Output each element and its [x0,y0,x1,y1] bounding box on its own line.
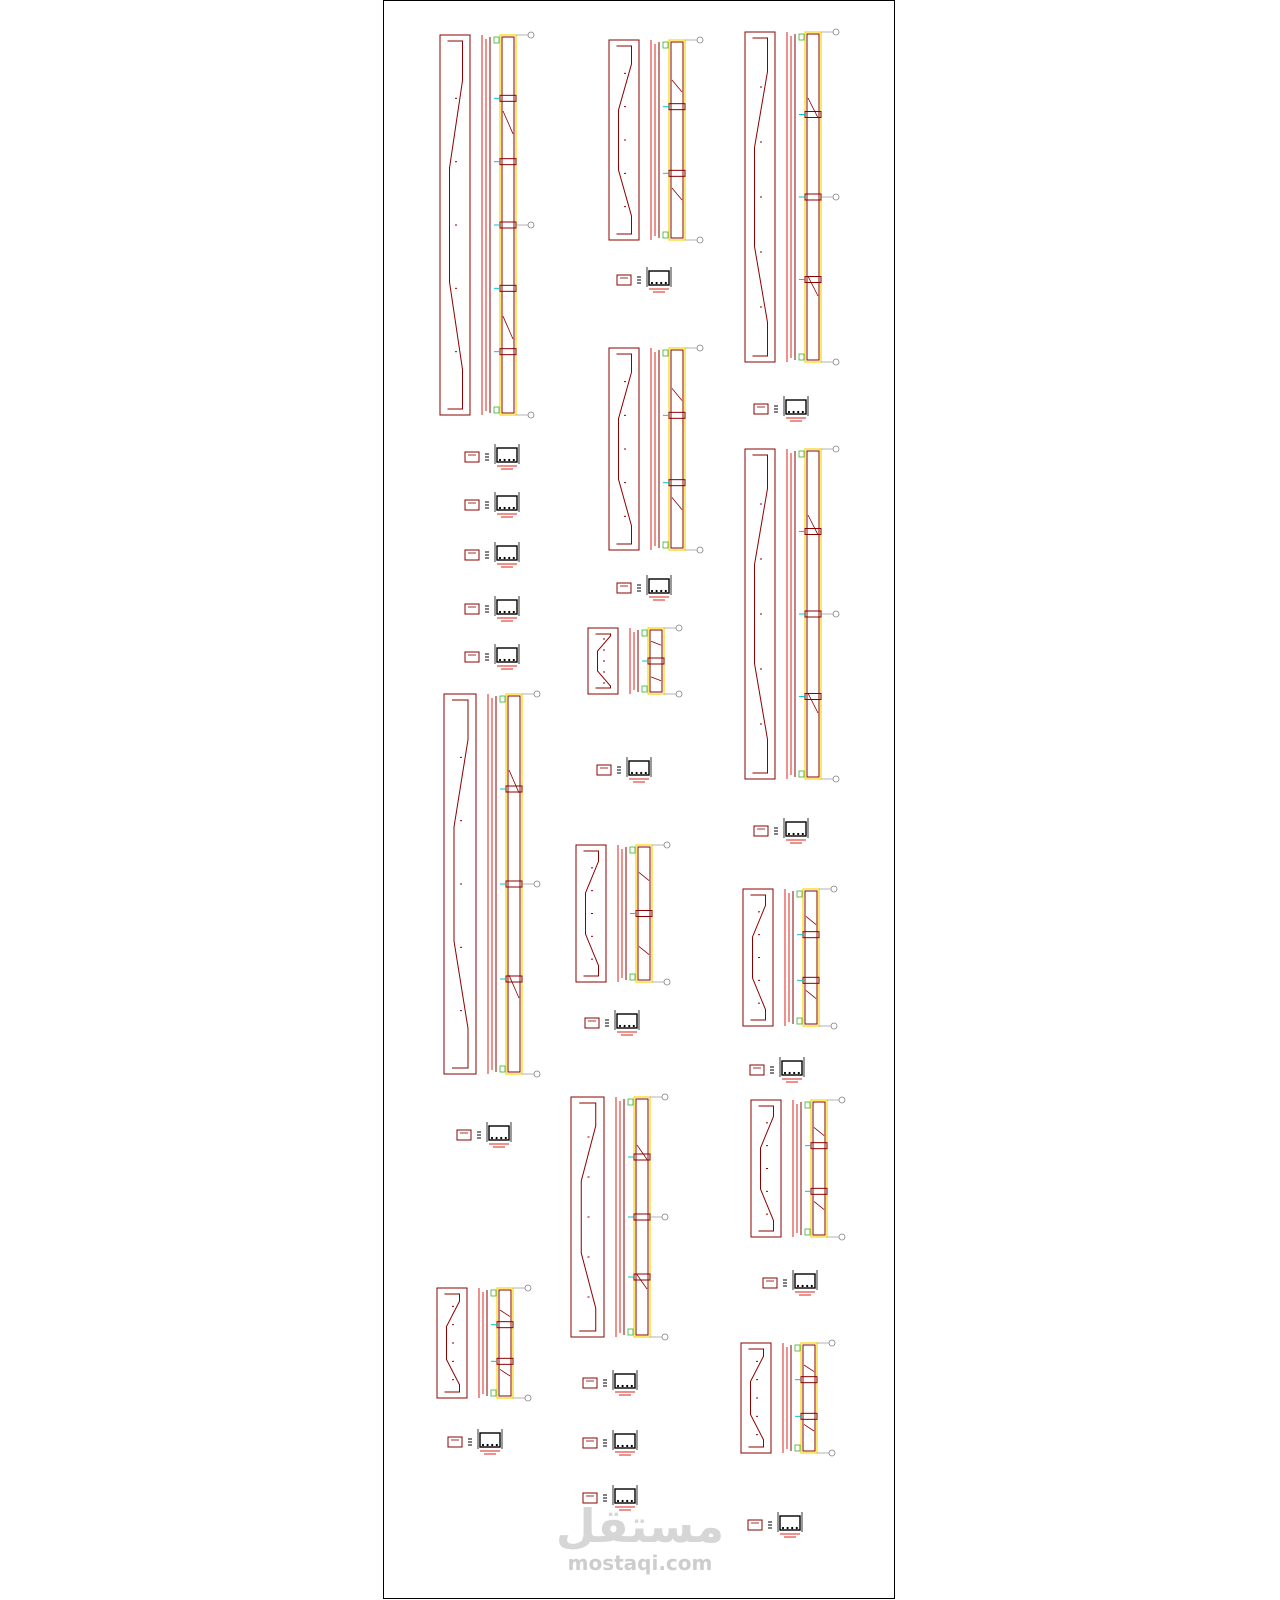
section-detail-13 [457,1122,511,1147]
beam-detail-11 [751,1097,845,1240]
beam-detail-10 [571,1094,668,1340]
section-detail-7 [617,575,671,600]
section-detail-9 [754,396,808,421]
section-detail-19 [748,1512,802,1537]
beam-detail-5 [588,625,682,697]
beam-detail-1 [440,32,534,418]
section-detail-16 [583,1370,637,1395]
watermark-logo: مستقل [555,1499,725,1553]
beam-detail-2 [609,37,703,243]
section-detail-8 [597,757,651,782]
section-detail-12 [750,1057,804,1082]
section-detail-11 [585,1010,639,1035]
beam-detail-13 [741,1340,835,1456]
beam-detail-6 [444,691,540,1077]
watermark [555,1500,725,1600]
watermark-url: mostaqi.com [567,1551,713,1575]
section-detail-2 [465,492,519,517]
section-detail-10 [754,818,808,843]
section-detail-14 [763,1270,817,1295]
beam-detail-12 [437,1285,531,1401]
beam-detail-3 [745,29,839,365]
section-detail-4 [465,596,519,621]
section-detail-1 [465,444,519,469]
section-detail-6 [617,267,671,292]
beam-detail-8 [576,842,670,985]
beam-detail-9 [743,886,837,1029]
beam-detail-4 [609,345,703,553]
section-detail-17 [583,1430,637,1455]
section-detail-3 [465,542,519,567]
beam-detail-7 [745,446,839,782]
section-detail-5 [465,644,519,669]
section-detail-15 [448,1429,502,1454]
